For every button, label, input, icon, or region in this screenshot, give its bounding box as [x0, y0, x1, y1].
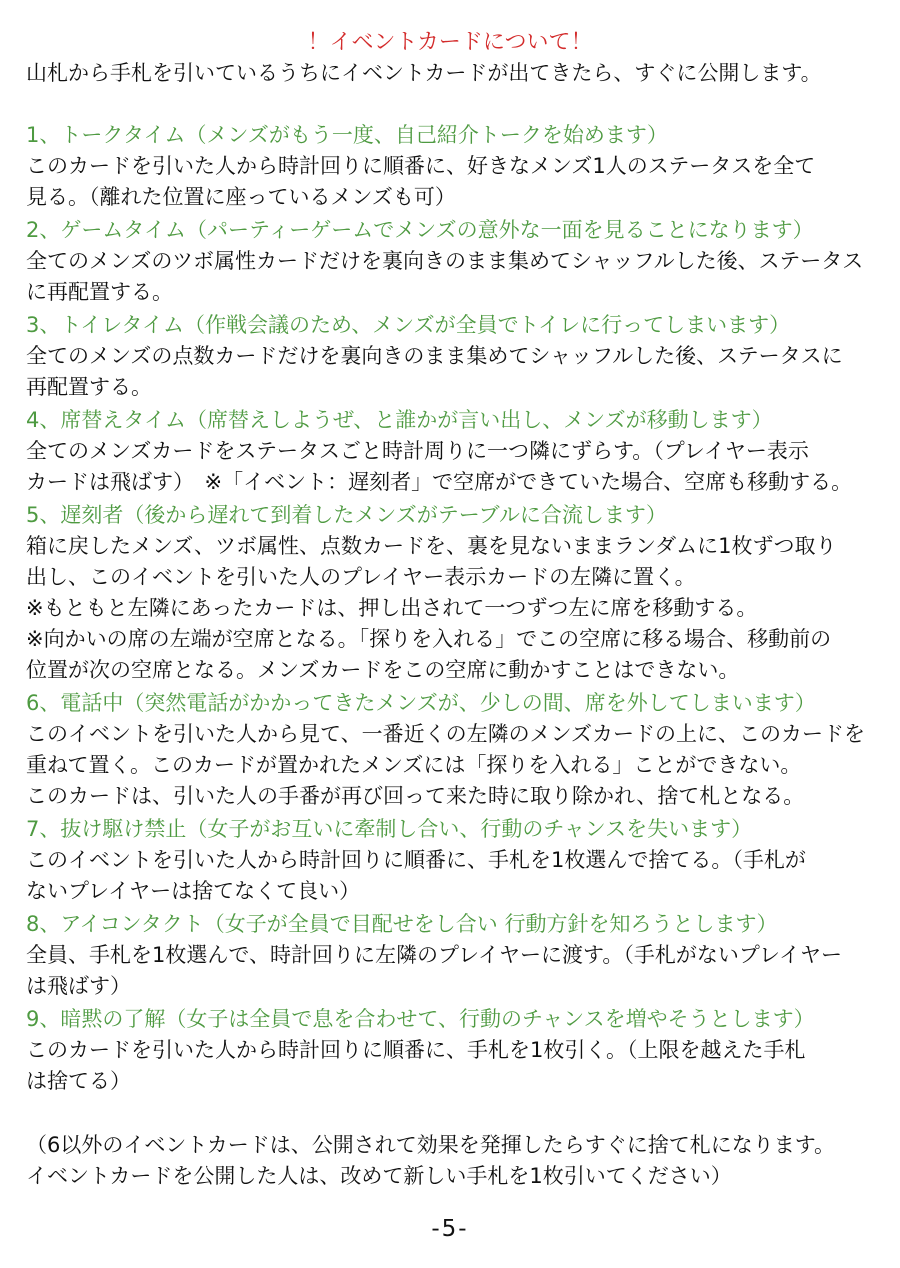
page-title: ！イベントカードについて！	[307, 30, 593, 55]
event-7-line-2: ないプレイヤーは捨てなくて良い）	[26, 879, 361, 903]
event-4-line-1: 全てのメンズカードをステータスごと時計周りに一つ隣にずらす。（プレイヤー表示	[26, 439, 809, 463]
event-3-heading: 3、トイレタイム（作戦会議のため、メンズが全員でトイレに行ってしまいます）	[26, 313, 791, 337]
page-number: -5-	[431, 1216, 469, 1242]
event-4-line-2: カードは飛ばす） ※「イベント：遅刻者」で空席ができていた場合、空席も移動する。	[26, 470, 853, 494]
event-5-line-1: 箱に戻したメンズ、ツボ属性、点数カードを、裏を見ないままランダムに1枚ずつ取り	[26, 534, 837, 558]
event-8-line-1: 全員、手札を1枚選んで、時計回りに左隣のプレイヤーに渡す。（手札がないプレイヤー	[26, 943, 842, 967]
event-5-line-5: 位置が次の空席となる。メンズカードをこの空席に動かすことはできない。	[26, 658, 740, 682]
event-6-line-3: このカードは、引いた人の手番が再び回って来た時に取り除かれ、捨て札となる。	[26, 784, 805, 808]
event-7-heading: 7、抜け駆け禁止（女子がお互いに牽制し合い、行動のチャンスを失います）	[26, 817, 753, 841]
event-9-line-1: このカードを引いた人から時計回りに順番に、手札を1枚引く。（上限を越えた手札	[26, 1038, 806, 1062]
event-1-heading: 1、トークタイム（メンズがもう一度、自己紹介トークを始めます）	[26, 123, 668, 147]
event-5-line-2: 出し、このイベントを引いた人のプレイヤー表示カードの左隣に置く。	[26, 565, 696, 589]
event-1-line-2: 見る。（離れた位置に座っているメンズも可）	[26, 185, 456, 209]
event-2-line-2: に再配置する。	[26, 280, 173, 304]
event-5-line-4: ※向かいの席の左端が空席となる。「探りを入れる」でこの空席に移る場合、移動前の	[26, 627, 832, 651]
event-9-heading: 9、暗黙の了解（女子は全員で息を合わせて、行動のチャンスを増やそうとします）	[26, 1007, 815, 1031]
event-8-line-2: は飛ばす）	[26, 974, 131, 998]
closing-note-line-1: （6以外のイベントカードは、公開されて効果を発揮したらすぐに捨て札になります。	[26, 1133, 836, 1157]
event-8-heading: 8、アイコンタクト（女子が全員で目配せをし合い 行動方針を知ろうとします）	[26, 912, 778, 936]
event-2-line-1: 全てのメンズのツボ属性カードだけを裏向きのまま集めてシャッフルした後、ステータス	[26, 249, 864, 273]
event-6-line-1: このイベントを引いた人から見て、一番近くの左隣のメンズカードの上に、このカードを	[26, 722, 865, 746]
closing-note-line-2: イベントカードを公開した人は、改めて新しい手札を1枚引いてください）	[26, 1164, 732, 1188]
event-5-heading: 5、遅刻者（後から遅れて到着したメンズがテーブルに合流します）	[26, 503, 667, 527]
event-4-heading: 4、席替えタイム（席替えしようぜ、と誰かが言い出し、メンズが移動します）	[26, 408, 773, 432]
event-3-line-2: 再配置する。	[26, 375, 152, 399]
event-9-line-2: は捨てる）	[26, 1069, 131, 1093]
event-6-line-2: 重ねて置く。このカードが置かれたメンズには「探りを入れる」ことができない。	[26, 753, 802, 777]
event-5-line-3: ※もともと左隣にあったカードは、押し出されて一つずつ左に席を移動する。	[26, 596, 758, 620]
event-3-line-1: 全てのメンズの点数カードだけを裏向きのまま集めてシャッフルした後、ステータスに	[26, 344, 843, 368]
event-7-line-1: このイベントを引いた人から時計回りに順番に、手札を1枚選んで捨てる。（手札が	[26, 848, 806, 872]
event-1-line-1: このカードを引いた人から時計回りに順番に、好きなメンズ1人のステータスを全て	[26, 154, 816, 178]
event-2-heading: 2、ゲームタイム（パーティーゲームでメンズの意外な一面を見ることになります）	[26, 218, 814, 242]
intro-text: 山札から手札を引いているうちにイベントカードが出てきたら、すぐに公開します。	[26, 61, 822, 85]
event-6-heading: 6、電話中（突然電話がかかってきたメンズが、少しの間、席を外してしまいます）	[26, 691, 816, 715]
